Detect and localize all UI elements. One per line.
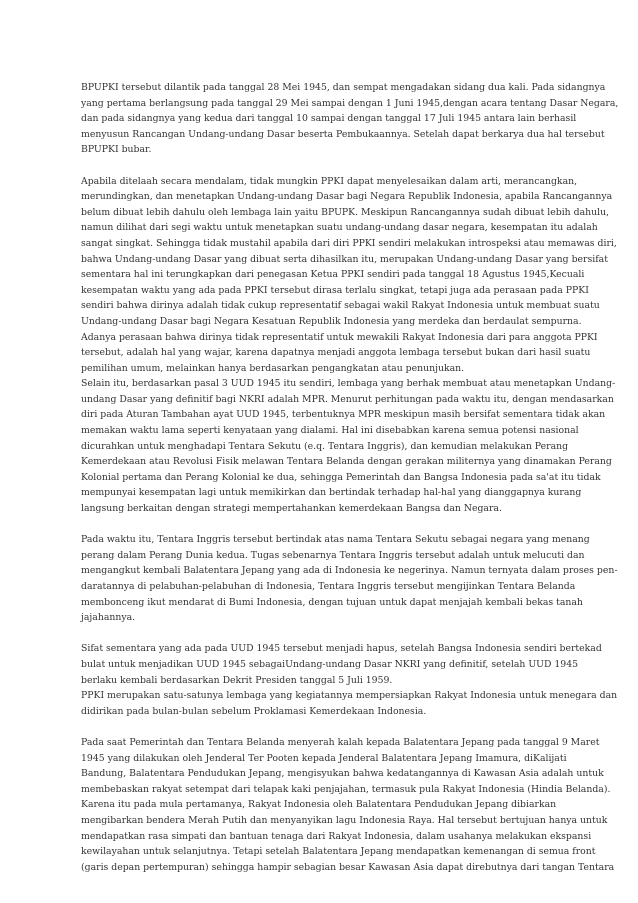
text-line: Apabila ditelaah secara mendalam, tidak mungkin PPKI dapat menyelesaikan dalam arti, merancangkan, bbox=[81, 175, 578, 187]
text-line: belum dibuat lebih dahulu oleh lembaga lain yaitu BPUPK. Meskipun Rancangannya sudah dibuat lebih dahulu, bbox=[81, 206, 610, 218]
text-line: diri pada Aturan Tambahan ayat UUD 1945, terbentuknya MPR meskipun masih bersifat sementara tidak akan bbox=[81, 409, 606, 421]
text-line: membebaskan rakyat setempat dari telapak kaki penjajahan, termasuk pula Rakyat Indonesia (Hindia Belanda). bbox=[81, 783, 611, 795]
text-line: PPKI merupakan satu-satunya lembaga yang kegiatannya mempersiapkan Rakyat Indonesia untuk menegara dan bbox=[81, 690, 618, 702]
text-line: daratannya di pelabuhan-pelabuhan di Indonesia, Tentara Inggris tersebut mengijinkan Tentara Belanda bbox=[81, 581, 576, 592]
text-line: dicurahkan untuk menghadapi Tentara Sekutu (e.q. Tentara Inggris), dan kemudian melakukan Perang bbox=[81, 440, 569, 452]
text-line: 1945 yang dilakukan oleh Jenderal Ter Pooten kepada Jenderal Balatentara Jepang Imamura, diKalijati bbox=[81, 752, 567, 764]
text-line: mempunyai kesempatan lagi untuk memikirkan dan bertindak terhadap hal-hal yang dianggapnya kurang bbox=[81, 487, 582, 499]
text-line: bahwa Undang-undang Dasar yang dibuat serta dihasilkan itu, merupakan Undang-undang Dasar yang bersifat bbox=[81, 253, 608, 265]
document-page bbox=[81, 80, 619, 875]
text-line: Kolonial pertama dan Perang Kolonial ke dua, sehingga Pemerintah dan Bangsa Indonesia pada sa'at itu tidak bbox=[81, 471, 601, 483]
text-line: sangat singkat. Sehingga tidak mustahil apabila dari diri PPKI sendiri melakukan introspeksi atau memawas diri, bbox=[81, 237, 617, 249]
text-line: pemilihan umum, melainkan hanya berdasarkan pengangkatan atau penunjukan. bbox=[81, 362, 465, 374]
text-line: kewilayahan untuk selanjutnya. Tetapi setelah Balatentara Jepang mendapatkan kemenangan di semua front bbox=[81, 846, 596, 858]
text-line: merundingkan, dan menetapkan Undang-undang Dasar bagi Negara Republik Indonesia, apabila Rancangannya bbox=[81, 191, 613, 203]
text-line: Sifat sementara yang ada pada UUD 1945 tersebut menjadi hapus, setelah Bangsa Indonesia sendiri bertekad bbox=[81, 643, 602, 655]
text-line: kesempatan waktu yang ada pada PPKI tersebut dirasa terlalu singkat, tetapi juga ada perasaan pada PPKI bbox=[81, 284, 589, 296]
text-line: undang Dasar yang definitif bagi NKRI adalah MPR. Menurut perhitungan pada waktu itu, dengan mendasarkan bbox=[81, 393, 614, 405]
paragraph-ppki-analysis bbox=[81, 174, 617, 377]
text-line: Karena itu pada mula pertamanya, Rakyat Indonesia oleh Balatentara Pendudukan Jepang dibiarkan bbox=[81, 799, 557, 811]
paragraph-tentara-inggris bbox=[81, 532, 618, 626]
paragraph-bpupki bbox=[81, 80, 619, 158]
text-line: namun dilihat dari segi waktu untuk menetapkan suatu undang-undang dasar negara, kesempatan itu adalah bbox=[81, 222, 598, 234]
text-line: mengangkut kembali Balatentara Jepang yang ada di Indonesia ke negerinya. Namun ternyata dalam proses pen- bbox=[81, 565, 618, 577]
text-line: Pada saat Pemerintah dan Tentara Belanda menyerah kalah kepada Balatentara Jepang pada tanggal 9 Maret bbox=[81, 736, 600, 748]
text-line: mengibarkan bendera Merah Putih dan menyanyikan lagu Indonesia Raya. Hal tersebut bertujuan hanya untuk bbox=[81, 814, 608, 826]
text-line: Adanya perasaan bahwa dirinya tidak representatif untuk mewakili Rakyat Indonesia dari para anggota PPKI bbox=[81, 331, 598, 343]
text-line: langsung berkaitan dengan strategi mempertahankan kemerdekaan Bangsa dan Negara. bbox=[81, 503, 502, 515]
text-line: memakan waktu lama seperti kenyataan yang dialami. Hal ini disebabkan karena semua potensi nasional bbox=[81, 425, 579, 437]
paragraph-sifat-sementara bbox=[81, 641, 602, 688]
text-line: tersebut, adalah hal yang wajar, karena dapatnya menjadi anggota lembaga tersebut bukan dari hasil suatu bbox=[81, 347, 591, 359]
text-line: Selain itu, berdasarkan pasal 3 UUD 1945 itu sendiri, lembaga yang berhak membuat atau menetapkan Undang- bbox=[81, 378, 616, 390]
paragraph-pendudukan-jepang bbox=[81, 735, 615, 875]
text-line: Undang-undang Dasar bagi Negara Kesatuan Republik Indonesia yang merdeka dan berdaulat sempurna. bbox=[81, 315, 582, 327]
text-line: berlaku kembali berdasarkan Dekrit Presiden tanggal 5 Juli 1959. bbox=[81, 674, 393, 686]
text-line: sendiri bahwa dirinya adalah tidak cukup representatif sebagai wakil Rakyat Indonesia untuk membuat suatu bbox=[81, 300, 600, 312]
text-line: menyusun Rancangan Undang-undang Dasar beserta Pembukaannya. Setelah dapat berkarya dua hal tersebut bbox=[81, 128, 605, 140]
text-line: perang dalam Perang Dunia kedua. Tugas sebenarnya Tentara Inggris tersebut adalah untuk melucuti dan bbox=[81, 549, 585, 561]
text-line: bulat untuk menjadikan UUD 1945 sebagaiUndang-undang Dasar NKRI yang definitif, setelah UUD 1945 bbox=[81, 658, 579, 670]
text-line: Kemerdekaan atau Revolusi Fisik melawan Tentara Belanda dengan gerakan militernya yang dinamakan Perang bbox=[81, 456, 612, 468]
text-line: membonceng ikut mendarat di Bumi Indonesia, dengan tujuan untuk dapat menjajah kembali bekas tanah bbox=[81, 596, 583, 608]
text-line: Bandung, Balatentara Pendudukan Jepang, mengisyukan bahwa kedatangannya di Kawasan Asia adalah untuk bbox=[81, 768, 604, 780]
text-line: Pada waktu itu, Tentara Inggris tersebut bertindak atas nama Tentara Sekutu sebagai negara yang menang bbox=[81, 534, 590, 546]
text-line: BPUPKI bubar. bbox=[81, 144, 152, 156]
text-line: BPUPKI tersebut dilantik pada tanggal 28 Mei 1945, dan sempat mengadakan sidang dua kali. Pada sidangnya bbox=[81, 82, 606, 93]
text-line: sementara hal ini terungkapkan dari penegasan Ketua PPKI sendiri pada tanggal 18 Agustus 1945,Kecuali bbox=[81, 269, 585, 281]
text-line: mendapatkan rasa simpati dan bantuan tenaga dari Rakyat Indonesia, dalam usahanya melakukan ekspansi bbox=[81, 830, 592, 842]
paragraph-mpr bbox=[81, 376, 616, 516]
paragraph-ppki-role bbox=[81, 688, 618, 719]
text-line: didirikan pada bulan-bulan sebelum Proklamasi Kemerdekaan Indonesia. bbox=[81, 705, 427, 717]
text-line: dan pada sidangnya yang kedua dari tanggal 10 sampai dengan tanggal 17 Juli 1945 antara lain berhasil bbox=[81, 113, 577, 125]
text-line: (garis depan pertempuran) sehingga hampir sebagian besar Kawasan Asia dapat direbutnya dari tangan Tentara bbox=[81, 861, 615, 873]
text-line: yang pertama berlangsung pada tanggal 29 Mei sampai dengan 1 Juni 1945,dengan acara tentang Dasar Negara, bbox=[81, 97, 619, 109]
text-line: jajahannya. bbox=[81, 612, 136, 624]
